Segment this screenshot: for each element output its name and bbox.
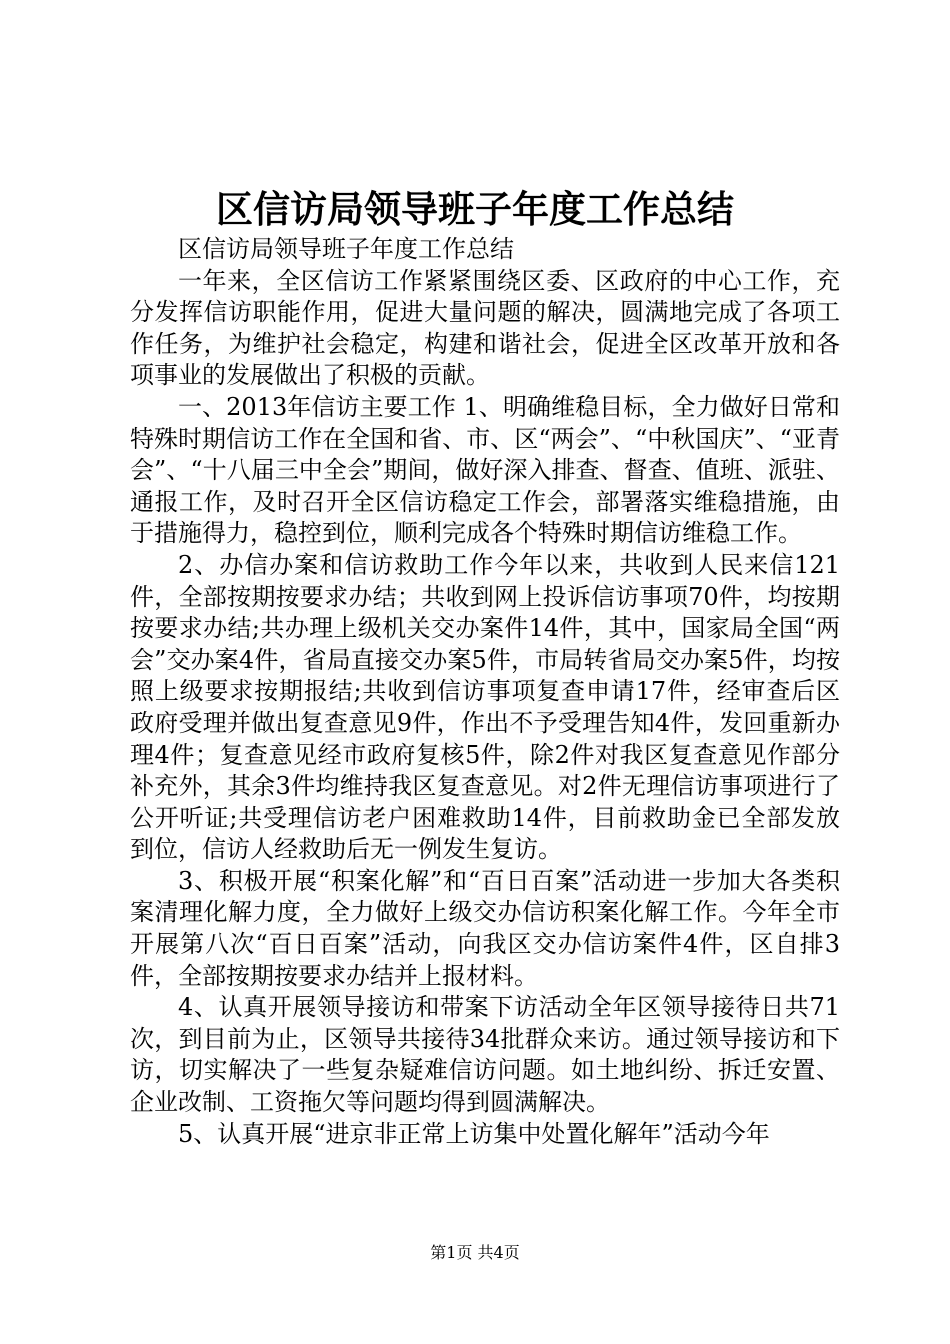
document-title: 区信访局领导班子年度工作总结	[216, 187, 734, 231]
body-paragraph-intro: 一年来，全区信访工作紧紧围绕区委、区政府的中心工作，充分发挥信访职能作用，促进大量问题的解决，圆满地完成了各项工作任务，为维护社会稳定，构建和谐社会，促进全区改革开放和各项事业的发展做出了积极的贡献。	[130, 266, 840, 390]
body-paragraph-section-3: 3、积极开展“积案化解”和“百日百案”活动进一步加大各类积案清理化解力度，全力做好上级交办信访积案化解工作。今年全市开展第八次“百日百案”活动，向我区交办信访案件4件，区自排3件，全部按期按要求办结并上报材料。	[130, 866, 840, 990]
body-paragraph-subtitle: 区信访局领导班子年度工作总结	[178, 235, 514, 263]
body-paragraph-section-1: 一、2013年信访主要工作 1、明确维稳目标，全力做好日常和特殊时期信访工作在全国和省、市、区“两会”、“中秋国庆”、“亚青会”、“十八届三中全会”期间，做好深入排查、督查、值班、派驻、通报工作，及时召开全区信访稳定工作会，部署落实维稳措施，由于措施得力，稳控到位，顺利完成各个特殊时期信访维稳工作。	[130, 392, 840, 548]
body-paragraph-section-4: 4、认真开展领导接访和带案下访活动全年区领导接待日共71次，到目前为止，区领导共接待34批群众来访。通过领导接访和下访，切实解决了一些复杂疑难信访问题。如土地纠纷、拆迁安置、企业改制、工资拖欠等问题均得到圆满解决。	[130, 993, 840, 1117]
page-number-footer: 第1页 共4页	[430, 1243, 520, 1262]
document-body	[130, 234, 840, 1150]
body-paragraph-section-2: 2、办信办案和信访救助工作今年以来，共收到人民来信121件，全部按期按要求办结；共收到网上投诉信访事项70件，均按期按要求办结;共办理上级机关交办案件14件，其中，国家局全国“两会”交办案4件，省局直接交办案5件，市局转省局交办案5件，均按照上级要求按期报结;共收到信访事项复查申请17件，经审查后区政府受理并做出复查意见9件，作出不予受理告知4件，发回重新办理4件；复查意见经市政府复核5件，除2件对我区复查意见作部分补充外，其余3件均维持我区复查意见。对2件无理信访事项进行了公开听证;共受理信访老户困难救助14件，目前救助金已全部发放到位，信访人经救助后无一例发生复访。	[130, 550, 840, 864]
body-paragraph-section-5: 5、认真开展“进京非正常上访集中处置化解年”活动今年	[178, 1119, 770, 1148]
